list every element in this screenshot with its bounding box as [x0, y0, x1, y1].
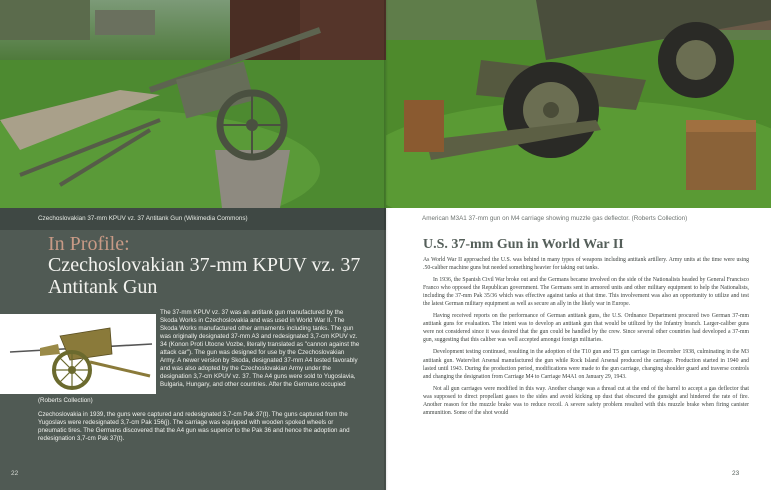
photo-caption-right: American M3A1 37-mm gun on M4 carriage showing muzzle gas deflector. (Roberts Collection) — [422, 215, 688, 222]
page-number-right: 23 — [732, 470, 740, 477]
gun-drawing-icon — [0, 314, 156, 394]
photo-czech-antitank-gun — [0, 0, 386, 208]
article-paragraph: Not all gun carriages were modified in this way. Another change was a thread cut at the end of the barrel to accept a gas deflector that was supposed to direct propellant gases to the sides and avoid kicking up dust that obscured the gunsight and hindered the rate of fire. Another reason for the muzzle brake was to reduce recoil. A severe safety problem resulted with this muzzle brake when firing canister ammunition. Some of the shot would — [423, 385, 749, 416]
article-paragraph: In 1936, the Spanish Civil War broke out and the Germans became involved on the side of the Nationalists headed by General Francisco Franco who opposed the Republican government. The Germans sent in armored units and other military equipment to help the Nationalists, including the 37-mm Pak 35/36 which was effective against tanks at that time. This involvement was also an opportunity to utilize and test the latest German military equipment as well as secure an ally in the likely war in Europe. — [423, 277, 749, 308]
profile-body-text-continued: Czechoslovakia in 1939, the guns were captured and redesignated 3,7-cm Pak 37(t). The guns captured from the Yugoslavs were redesignated 3,7-cm Pak 156(j). The carriage was equipped with wooden spoked wheels or pneumatic tires. The Germans discovered that the A4 gun was superior to the Pak 36 and hence the adoption and redesignation 3,7-cm Pak 37(t). — [38, 411, 350, 443]
profile-kicker: In Profile: — [48, 233, 130, 255]
photo-us-gun-illustration — [386, 0, 771, 208]
photo-us-37mm-gun — [386, 0, 771, 208]
drawing-credit: (Roberts Collection) — [38, 397, 93, 404]
profile-title: Czechoslovakian 37-mm KPUV vz. 37 Antitank Gun — [48, 254, 361, 298]
right-page — [386, 0, 771, 490]
article-paragraph: Development testing continued, resulting in the adoption of the T10 gun and T5 gun carriage in December 1938, culminating in the M3 antitank gun. Watervliet Arsenal manufactured the gun while Rock Island Arsenal produced the carriage. Production started in 1940 and lasted until 1943. During the production period, modifications were made to the gun carriage, changing shoulder guard and traverse controls and changing the designation from Carriage M4 to Carriage M4A1 on January 29, 1943. — [423, 349, 749, 380]
photo-czech-gun-illustration — [0, 0, 386, 208]
page-number-left: 22 — [11, 470, 19, 477]
profile-body-text: The 37-mm KPUV vz. 37 was an antitank gun manufactured by the Skoda Works in Czechoslovakia and was used in World War II. The Skoda Works manufactured other armaments including tanks. The gun was originally designated 37-mm A3 and redesignated 3,7-cm KPUV vz. 34 (Konon Proti Utocne Vozbe, literally translated as "cannon against the attack car"). The gun was designed for use by the Czechoslovakian Army. A newer version by Skoda, designated 37-mm A4 tested favorably and was also adopted by the Czechoslovakian Army under the designation 3,7-cm KPUV vz. 37. The A4 guns were sold to Yugoslavia, Bulgaria, Hungary, and other countries. After the Germans occupied — [160, 309, 360, 389]
article-paragraph: Having received reports on the performance of German antitank guns, the U.S. Ordnance Department procured two German 37-mm antitank guns for evaluation. The intent was to develop an antitank gun that would be utilized by the Infantry branch. Larger-caliber guns were not considered since it was desired that the gun could be handled by the crew. Since several other countries had developed a 37-mm gun, suggesting that this caliber was well accepted amongst foreign militaries. — [423, 313, 749, 344]
article-body — [423, 256, 749, 421]
gun-profile-drawing — [0, 314, 156, 394]
page-gutter — [384, 0, 388, 490]
photo-caption-left: Czechoslovakian 37-mm KPUV vz. 37 Antitank Gun (Wikimedia Commons) — [0, 208, 386, 230]
article-paragraph: As World War II approached the U.S. was behind in many types of weapons including antitank artillery. Army units at the time were using .50-caliber machine guns but needed something heavier for taking out tanks. — [423, 257, 749, 272]
section-title: U.S. 37-mm Gun in World War II — [423, 237, 624, 252]
